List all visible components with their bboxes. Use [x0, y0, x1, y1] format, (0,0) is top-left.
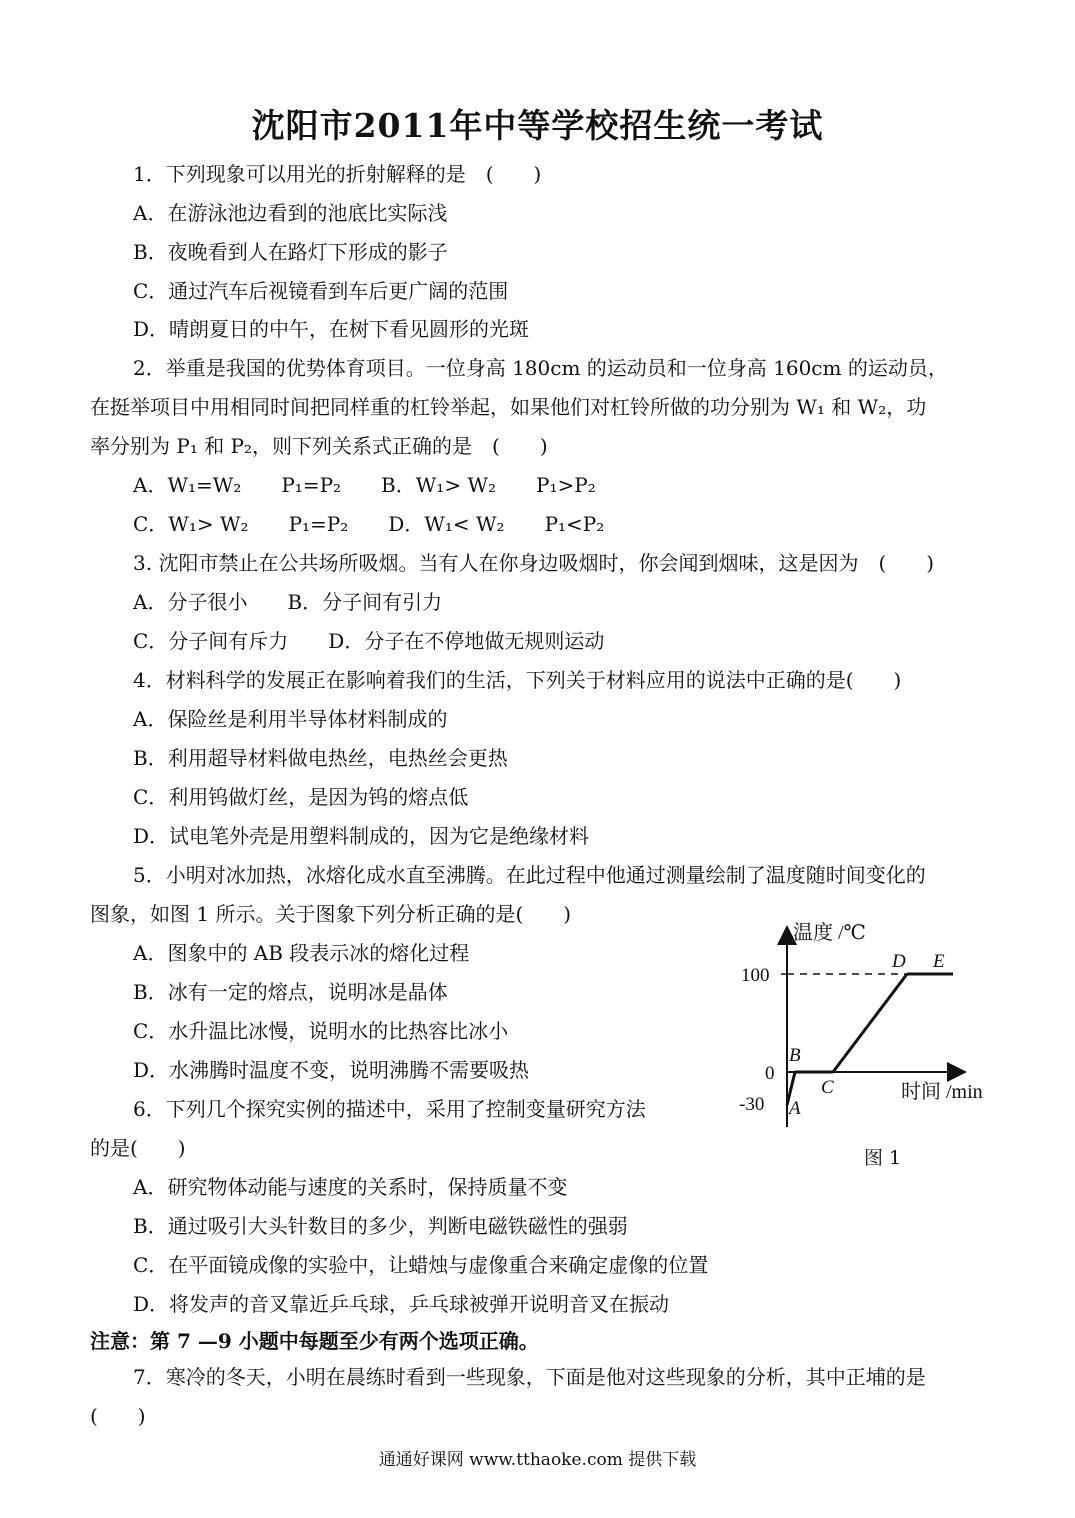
q5-option-d: D．水沸腾时温度不变，说明沸腾不需要吸热 — [133, 1058, 530, 1082]
notice-line: 注意：第 7 —9 小题中每题至少有两个选项正确。 — [90, 1329, 539, 1353]
q2-options-ab: A．W₁=W₂ P₁=P₂ B．W₁> W₂ P₁>P₂ — [133, 473, 596, 497]
q4-option-a: A．保险丝是利用半导体材料制成的 — [133, 707, 448, 731]
question-2-cont: 在挺举项目中用相同时间把同样重的杠铃举起，如果他们对杠铃所做的功分别为 W₁ 和 W₂，功 — [90, 395, 927, 419]
q6-option-c: C．在平面镜成像的实验中，让蜡烛与虚像重合来确定虚像的位置 — [133, 1253, 709, 1277]
q5-option-a: A．图象中的 AB 段表示冰的熔化过程 — [133, 941, 470, 965]
q6-option-a: A．研究物体动能与速度的关系时，保持质量不变 — [133, 1175, 568, 1199]
q6-option-d: D．将发声的音叉靠近乒乓球，乒乓球被弹开说明音叉在振动 — [133, 1292, 670, 1316]
q4-option-b: B．利用超导材料做电热丝，电热丝会更热 — [133, 746, 508, 770]
q5-option-c: C．水升温比冰慢，说明水的比热容比冰小 — [133, 1019, 509, 1043]
tick-label-0: 0 — [765, 1063, 775, 1084]
q5-option-b: B．冰有一定的熔点，说明冰是晶体 — [133, 980, 448, 1004]
question-6-cont: 的是( ) — [90, 1136, 186, 1160]
footer: 通通好课网 www.tthaoke.com 提供下载 — [378, 1450, 697, 1470]
figure-1-graph — [735, 915, 1015, 1175]
q1-option-c: C．通过汽车后视镜看到车后更广阔的范围 — [133, 279, 509, 303]
q6-option-b: B．通过吸引大头针数目的多少，判断电磁铁磁性的强弱 — [133, 1214, 628, 1238]
point-label-d: D — [892, 951, 906, 972]
question-2: 2．举重是我国的优势体育项目。一位身高 180cm 的运动员和一位身高 160cm 的运动员， — [133, 356, 948, 380]
question-1: 1．下列现象可以用光的折射解释的是 ( ) — [133, 162, 542, 186]
figure-caption: 图 1 — [864, 1147, 902, 1169]
question-7-cont: ( ) — [90, 1404, 146, 1428]
page-title: 沈阳市2011年中等学校招生统一考试 — [251, 106, 824, 145]
tick-label-neg30: -30 — [739, 1094, 765, 1115]
question-5-cont: 图象，如图 1 所示。关于图象下列分析正确的是( ) — [90, 902, 572, 926]
question-3: 3. 沈阳市禁止在公共场所吸烟。当有人在你身边吸烟时，你会闻到烟味，这是因为 ( ) — [133, 551, 935, 575]
question-5: 5．小明对冰加热，冰熔化成水直至沸腾。在此过程中他通过测量绘制了温度随时间变化的 — [133, 863, 926, 887]
q1-option-b: B．夜晚看到人在路灯下形成的影子 — [133, 240, 448, 264]
question-7: 7．寒冷的冬天，小明在晨练时看到一些现象，下面是他对这些现象的分析，其中正埔的是 — [133, 1365, 926, 1389]
q1-option-a: A．在游泳池边看到的池底比实际浅 — [133, 201, 448, 225]
point-label-e: E — [933, 951, 945, 972]
y-axis-label: 温度 /℃ — [793, 922, 866, 944]
q4-option-d: D．试电笔外壳是用塑料制成的，因为它是绝缘材料 — [133, 824, 590, 848]
question-6: 6．下列几个探究实例的描述中，采用了控制变量研究方法 — [133, 1097, 646, 1121]
q4-option-c: C．利用钨做灯丝，是因为钨的熔点低 — [133, 785, 469, 809]
tick-label-100: 100 — [741, 965, 770, 986]
segment-cd — [833, 974, 907, 1072]
question-2-cont2: 率分别为 P₁ 和 P₂，则下列关系式正确的是 ( ) — [90, 434, 548, 458]
point-label-a: A — [789, 1098, 801, 1119]
q2-options-cd: C．W₁> W₂ P₁=P₂ D．W₁< W₂ P₁<P₂ — [133, 512, 605, 536]
x-axis-label: 时间 /min — [901, 1081, 983, 1103]
point-label-b: B — [789, 1045, 801, 1066]
point-label-c: C — [821, 1077, 834, 1098]
q3-options-ab: A．分子很小 B．分子间有引力 — [133, 590, 443, 614]
q1-option-d: D．晴朗夏日的中午，在树下看见圆形的光斑 — [133, 317, 530, 341]
q3-options-cd: C．分子间有斥力 D．分子在不停地做无规则运动 — [133, 629, 605, 653]
question-4: 4．材料科学的发展正在影响着我们的生活，下列关于材料应用的说法中正确的是( ) — [133, 668, 902, 692]
